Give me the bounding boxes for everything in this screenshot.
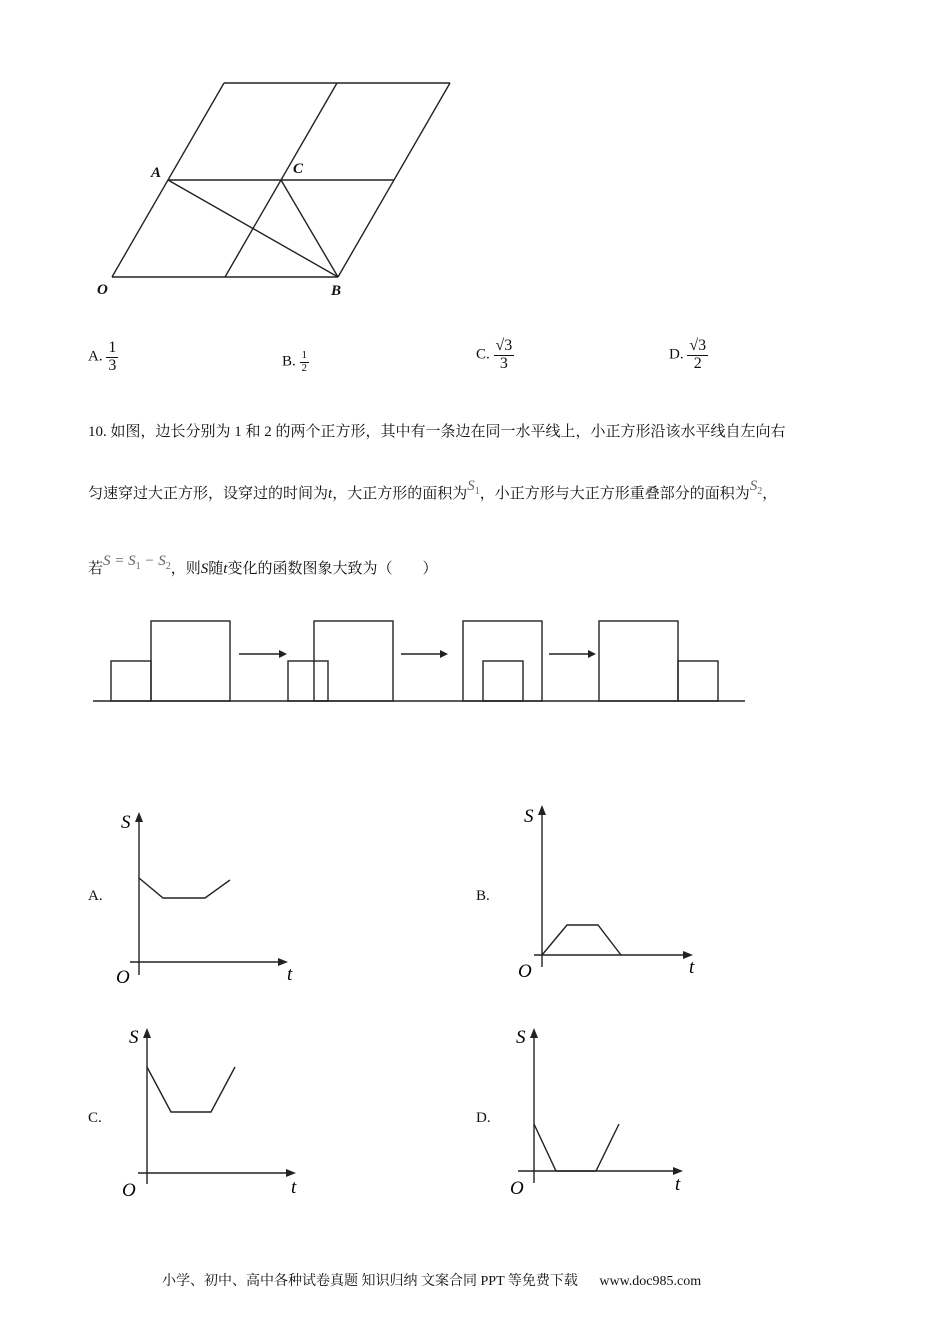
x-axis-label: t [689,957,695,978]
footer-link[interactable]: www.doc985.com [599,1274,702,1289]
graph-option-c-letter[interactable]: C. [88,1110,102,1126]
small-square-4 [678,661,718,701]
graph-option-b-letter[interactable]: B. [476,888,490,904]
s2-symbol: $S_2$ [749,478,763,497]
fraction: $\frac{√3}{2}$ [689,337,707,372]
x-axis-label: t [287,964,293,985]
graph-option-d-letter[interactable]: D. [476,1110,491,1126]
curve [139,878,230,898]
q9-option-a[interactable] [88,340,118,375]
footer-text: 小学、初中、高中各种试卷真题 知识归纳 文案合同 PPT 等免费下载 [162,1274,578,1289]
q10-line-2: 匀速穿过大正方形，设穿过的时间为t，大正方形的面积为$S_1$，小正方形与大正方形重叠部分的面积为$S_2$， [88,478,778,502]
y-axis-label: S [524,806,534,827]
squares-sequence-figure [0,600,760,720]
parallelogram-svg [0,0,500,320]
q10-line-3: 若$S = S_1 - S_2$，则S随t变化的函数图象大致为（ ） [88,553,438,577]
fraction: $\frac{1}{3}$ [108,339,117,374]
y-axis-label: S [516,1027,526,1048]
segment-AB [168,180,338,277]
x-axis-label: t [291,1177,297,1198]
fraction: $\frac{√3}{3}$ [495,337,513,372]
arrowhead-2 [440,650,448,658]
big-square-4 [599,621,678,701]
q9-option-d[interactable] [669,338,708,373]
big-square-1 [151,621,230,701]
y-axis-label: S [121,812,131,833]
footer [162,1270,701,1290]
s1-symbol: $S_1$ [467,478,480,497]
option-letter: A. [88,348,103,365]
arrowhead-3 [588,650,596,658]
small-square-2 [288,661,328,701]
fraction: $\frac{1}{2}$ [301,349,308,374]
curve [147,1067,235,1112]
small-square-3 [483,661,523,701]
graph-option-d[interactable] [505,1018,705,1208]
graph-option-a[interactable] [110,800,310,1000]
q9-option-c[interactable] [476,338,514,373]
point-label-B: B [331,283,342,299]
small-square-1 [111,661,151,701]
graph-option-c[interactable] [118,1018,318,1208]
origin-label: O [518,961,532,982]
x-axis-label: t [675,1174,681,1195]
option-letter: B. [282,353,296,370]
graph-option-a-letter[interactable]: A. [88,888,103,904]
point-label-A: A [151,165,162,181]
parallelogram-figure [0,0,500,320]
origin-label: O [510,1178,524,1199]
equation: $S = S_1 - S_2$ [103,553,171,572]
point-label-O: O [97,282,108,298]
arrowhead-1 [279,650,287,658]
option-letter: D. [669,346,684,363]
segment-CB [281,180,338,277]
origin-label: O [116,967,130,988]
point-label-C: C [293,161,304,177]
q9-option-b[interactable] [282,350,309,374]
curve [542,925,621,955]
graph-option-b[interactable] [510,795,710,995]
curve [534,1124,619,1171]
origin-label: O [122,1180,136,1201]
option-letter: C. [476,346,490,363]
y-axis-label: S [129,1027,139,1048]
q10-line-1: 10. 如图，边长分别为 1 和 2 的两个正方形，其中有一条边在同一水平线上，小正方形沿该水平线自左向右 [88,424,786,440]
